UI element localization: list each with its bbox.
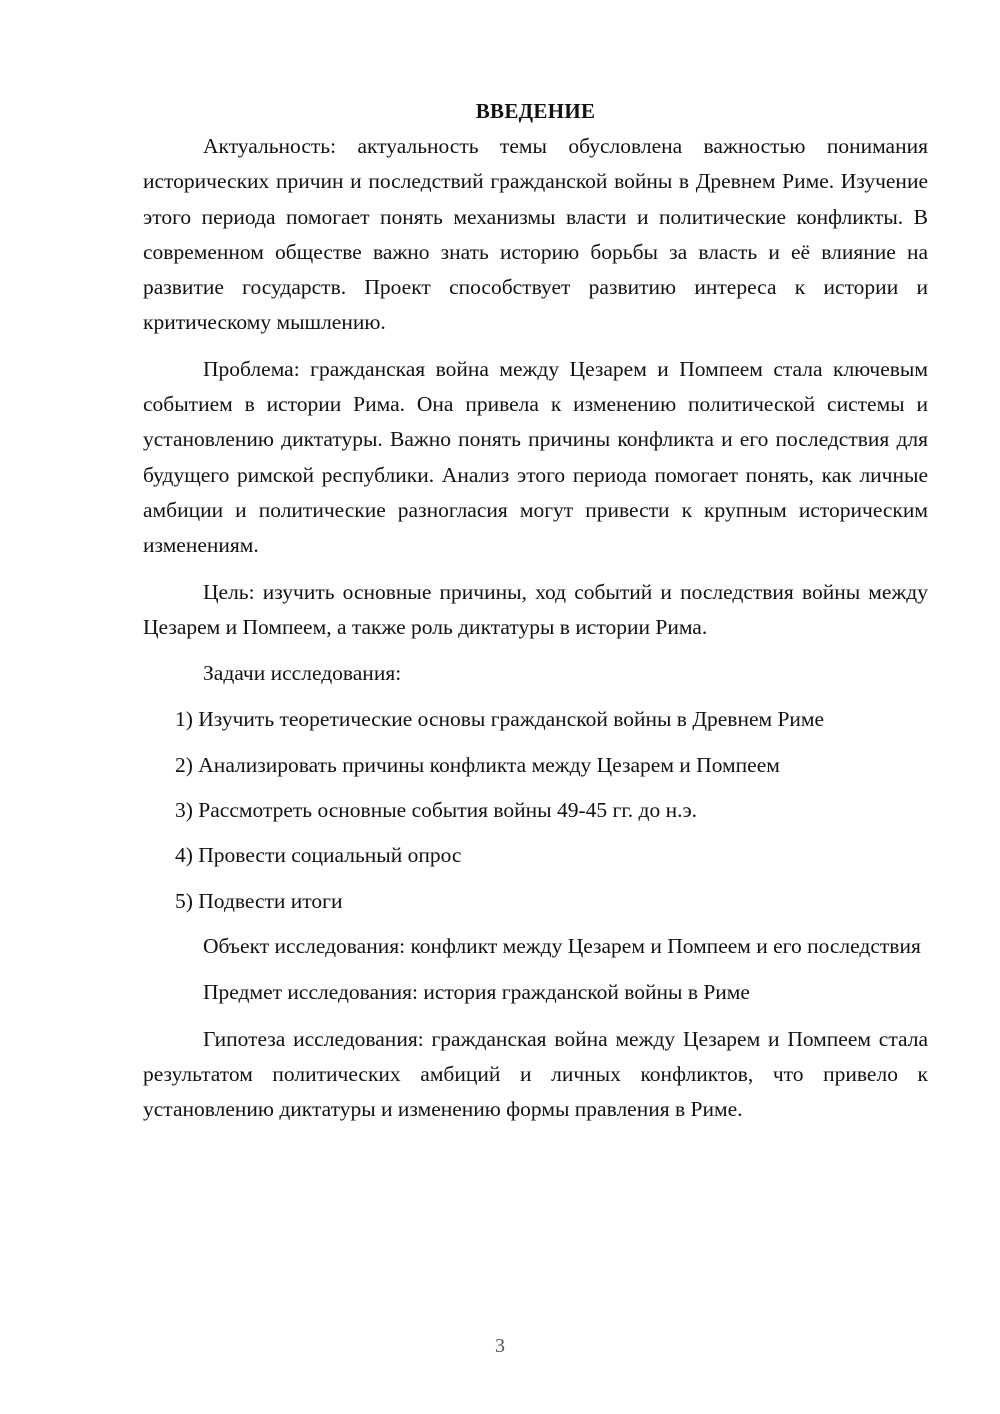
list-item: 2) Анализировать причины конфликта между Цезарем и Помпеем <box>175 752 780 777</box>
list-item: 1) Изучить теоретические основы гражданской войны в Древнем Риме <box>175 707 825 732</box>
relevance-paragraph: Актуальность: актуальность темы обусловлена важностью понимания исторических причин и последствий гражданской войны в Древнем Риме. Изучение этого периода помогает понять механизмы власти и политические конфликты. В современном обществе важно знать историю борьбы за власть и её влияние на развитие государств. Проект способствует развитию интереса к истории и критическому мышлению. <box>143 134 928 335</box>
object-paragraph: Объект исследования: конфликт между Цезарем и Помпеем и его последствия <box>203 933 921 958</box>
problem-paragraph: Проблема: гражданская война между Цезарем и Помпеем стала ключевым событием в истории Рима. Она привела к изменению политической системы и установлению диктатуры. Важно понять причины конфликта и его последствия для будущего римской республики. Анализ этого периода помогает понять, как личные амбиции и политические разногласия могут привести к крупным историческим изменениям. <box>143 356 928 558</box>
goal-paragraph: Цель: изучить основные причины, ход событий и последствия войны между Цезарем и Помпеем, а также роль диктатуры в истории Рима. <box>143 579 928 639</box>
page-number: 3 <box>495 1335 505 1357</box>
list-item: 5) Подвести итоги <box>175 888 343 913</box>
page-content <box>143 94 928 1138</box>
tasks-title: Задачи исследования: <box>203 661 402 686</box>
subject-paragraph: Предмет исследования: история гражданской войны в Риме <box>203 980 750 1005</box>
section-heading: ВВЕДЕНИЕ <box>475 99 596 123</box>
hypothesis-paragraph: Гипотеза исследования: гражданская война между Цезарем и Помпеем стала результатом политических амбиций и личных конфликтов, что привело к установлению диктатуры и изменению формы правления в Риме. <box>143 1026 928 1122</box>
tasks-list <box>143 702 928 918</box>
list-item: 4) Провести социальный опрос <box>175 843 462 868</box>
list-item: 3) Рассмотреть основные события войны 49-45 гг. до н.э. <box>175 798 698 823</box>
